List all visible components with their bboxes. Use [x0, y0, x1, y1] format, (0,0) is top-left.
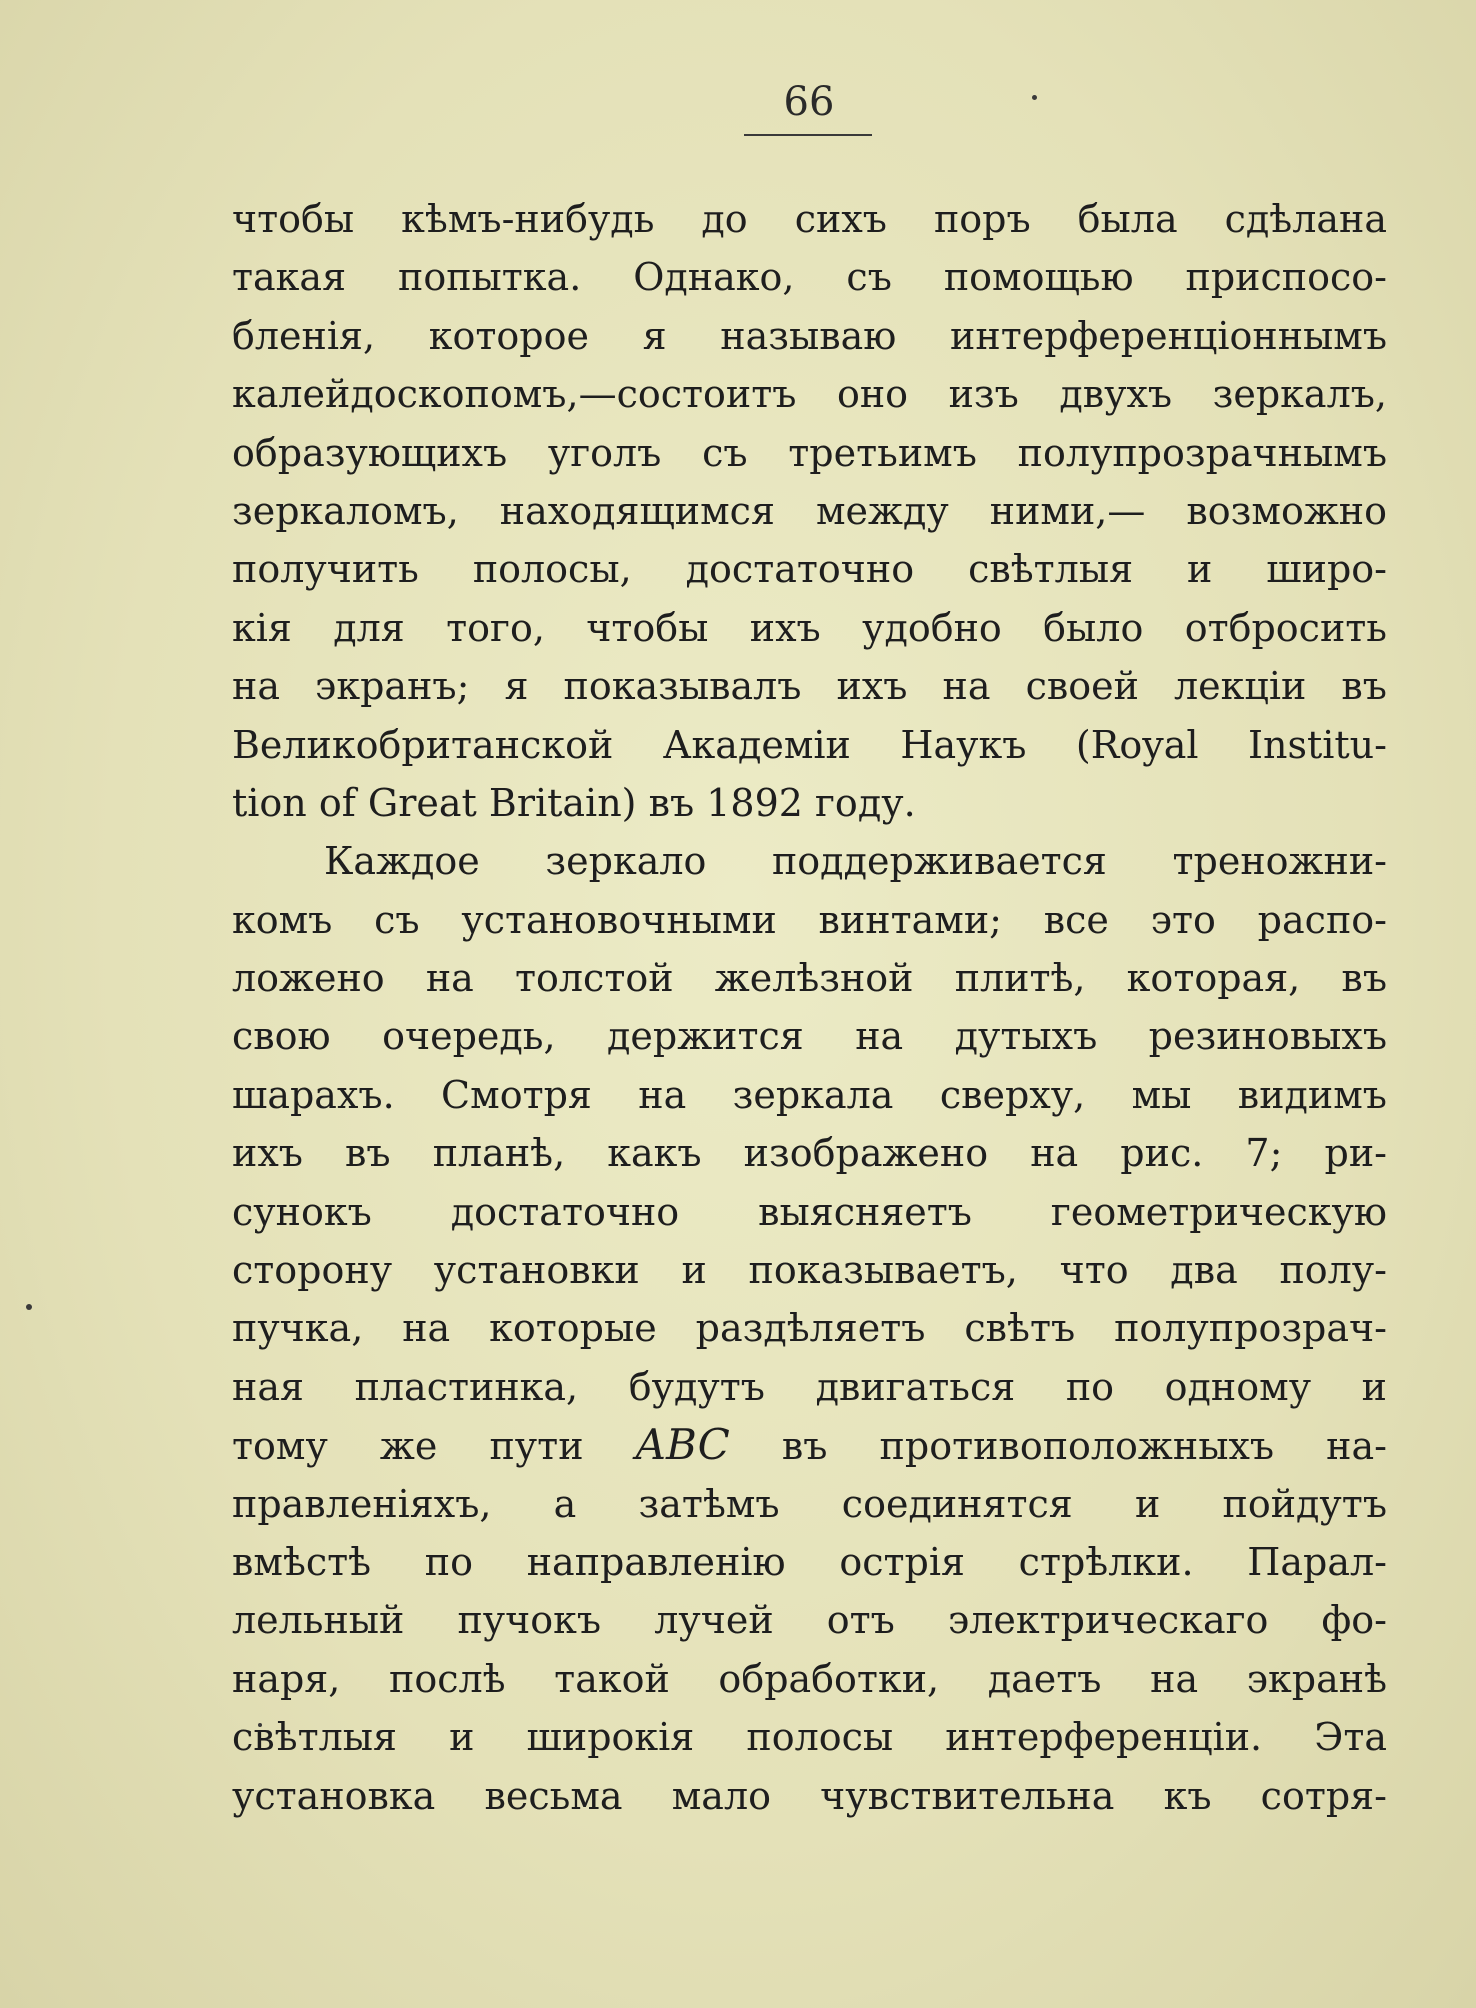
text-line: ная пластинка, будутъ двигаться по одному и [232, 1364, 1387, 1409]
page-speck [1032, 95, 1037, 100]
text-line: сторону установки и показываетъ, что два полу- [232, 1248, 1387, 1293]
paragraph-end-line: tion of Great Britain) въ 1892 году. [232, 780, 916, 825]
text-line: чтобы кѣмъ-нибудь до сихъ поръ была сдѣлана [232, 197, 1387, 241]
text-line: ложено на толстой желѣзной плитѣ, которая, въ [232, 956, 1387, 1001]
text-line-with-math [232, 1416, 1387, 1474]
text-line: комъ съ установочными винтами; все это распо- [232, 897, 1387, 942]
page-speck [26, 1304, 32, 1310]
text-line: калейдоскопомъ,—состоитъ оно изъ двухъ зеркалъ, [232, 372, 1387, 417]
text-line: правленіяхъ, а затѣмъ соединятся и пойдутъ [232, 1481, 1387, 1526]
text-line: ихъ въ планѣ, какъ изображено на рис. 7; ри- [232, 1131, 1387, 1176]
paragraph-start-line: Каждое зеркало поддерживается треножни- [324, 839, 1387, 884]
text-fragment: тому же пути [232, 1424, 636, 1469]
text-line: зеркаломъ, находящимся между ними,— возможно [232, 488, 1387, 533]
math-label-abc: ABC [635, 1420, 730, 1470]
text-line: лельный пучокъ лучей отъ электрическаго фо- [232, 1598, 1387, 1643]
page-number-rule [744, 134, 872, 136]
text-line: наря, послѣ такой обработки, даетъ на экранѣ [232, 1656, 1387, 1701]
text-line: такая попытка. Однако, съ помощью приспосо- [232, 255, 1387, 300]
text-line: свѣтлыя и широкія полосы интерференціи. Эта [232, 1715, 1387, 1760]
text-line: кія для того, чтобы ихъ удобно было отбросить [232, 605, 1387, 650]
body-text [232, 190, 1387, 1825]
text-line: получить полосы, достаточно свѣтлыя и широ- [232, 547, 1387, 592]
text-line: образующихъ уголъ съ третьимъ полупрозрачнымъ [232, 430, 1387, 475]
text-fragment: въ противоположныхъ на- [729, 1424, 1387, 1469]
text-line: шарахъ. Смотря на зеркала сверху, мы видимъ [232, 1072, 1387, 1117]
text-line: на экранъ; я показывалъ ихъ на своей лекціи въ [232, 664, 1387, 709]
page-number: 66 [783, 79, 835, 125]
text-line: свою очередь, держится на дутыхъ резиновыхъ [232, 1014, 1387, 1059]
text-line: бленія, которое я называю интерференціоннымъ [232, 313, 1387, 358]
text-line: вмѣстѣ по направленію острія стрѣлки. Парал- [232, 1539, 1387, 1584]
text-line: установка весьма мало чувствительна къ сотря- [232, 1773, 1387, 1818]
text-line: сунокъ достаточно выясняетъ геометрическую [232, 1189, 1387, 1234]
text-line: пучка, на которые раздѣляетъ свѣтъ полупрозрач- [232, 1306, 1387, 1351]
text-line: Великобританской Академіи Наукъ (Royal Institu- [232, 722, 1387, 767]
